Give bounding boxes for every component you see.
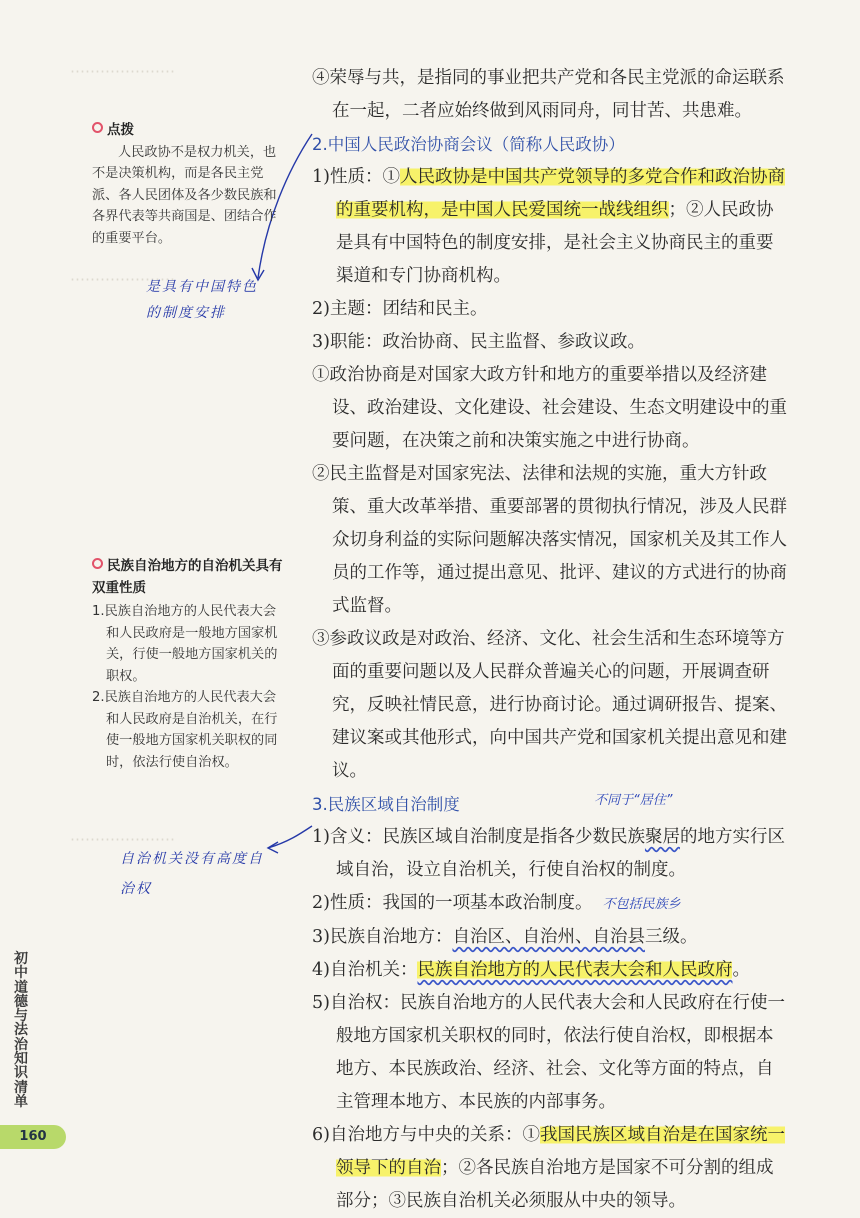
- tip-item-1: 1.民族自治地方的人民代表大会和人民政府是一般地方国家机关，行使一般地方国家机关的职权。: [92, 604, 278, 684]
- page-number: 160: [0, 1125, 66, 1149]
- handwritten-note-4: 自治机关没有高度自 治权: [120, 851, 264, 897]
- bleed-through: ⋯⋯⋯⋯⋯⋯⋯: [70, 270, 175, 288]
- handwritten-note-1: 是具有中国特色 的制度安排: [146, 279, 258, 321]
- book-title-vertical: 初中道德与法治知识清单: [14, 951, 28, 1110]
- item-nature: 1)性质：①人民政协是中国共产党领导的多党合作和政治协商的重要机构，是中国人民爱国统一战线组织；②人民政协是具有中国特色的制度安排，是社会主义协商民主的重要渠道和专门协商机构。: [312, 167, 785, 286]
- bullet-circle-icon: [92, 122, 103, 133]
- wavy-underlined-text: 自治区、自治州、自治县: [452, 927, 645, 947]
- section-heading-autonomy: 3.民族区域自治制度 不同于“居住”: [312, 788, 790, 821]
- item-autonomous-areas: 3)民族自治地方：自治区、自治州、自治县三级。: [312, 927, 698, 947]
- item-democratic-supervision: ②民主监督是对国家宪法、法律和法规的实施，重大方针政策、重大改革举措、重要部署的贯彻执行情况，涉及人民群众切身利益的实际问题解决落实情况，国家机关及其工作人员的工作等，通过提出意见、批评、建议的方式进行的协商式监督。: [312, 464, 787, 616]
- item-autonomous-organs: 4)自治机关：民族自治地方的人民代表大会和人民政府。: [312, 960, 750, 980]
- handwritten-note-3: 不包括民族乡: [602, 897, 681, 912]
- highlighted-text: 我国民族区域自治是在国家统一领导下的自治: [336, 1125, 785, 1178]
- tip-box-dianbo: [92, 120, 282, 249]
- handwritten-note-2: 不同于“居住”: [594, 793, 673, 808]
- item-theme: 2)主题：团结和民主。: [312, 299, 488, 319]
- bullet-circle-icon: [92, 558, 103, 569]
- section-heading-cppcc: 2.中国人民政治协商会议（简称人民政协）: [312, 135, 625, 154]
- bleed-through: ⋯⋯⋯⋯⋯⋯⋯: [70, 62, 175, 80]
- tip-title: 点拨: [92, 120, 282, 142]
- paragraph-rongru: ④荣辱与共，是指同的事业把共产党和各民主党派的命运联系在一起，二者应始终做到风雨同舟，同甘苦、共患难。: [312, 68, 785, 121]
- main-content: [312, 62, 790, 1218]
- tip-item-2: 2.民族自治地方的人民代表大会和人民政府是自治机关，在行使一般地方国家机关职权的同时，依法行使自治权。: [92, 690, 278, 770]
- tip-body: 人民政协不是权力机关，也不是决策机构，而是各民主党派、各人民团体及各少数民族和各界代表等共商国是、团结合作的重要平台。: [92, 144, 277, 246]
- bleed-through: ⋯⋯⋯⋯⋯⋯⋯: [70, 830, 175, 848]
- item-central-relation: 6)自治地方与中央的关系：①我国民族区域自治是在国家统一领导下的自治；②各民族自治地方是国家不可分割的组成部分；③民族自治机关必须服从中央的领导。: [312, 1125, 785, 1211]
- highlighted-text: 民族自治地方的人民代表大会和人民政府: [417, 960, 733, 980]
- item-nature-autonomy: 2)性质：我国的一项基本政治制度。 不包括民族乡: [312, 893, 681, 913]
- wavy-underlined-text: 聚居: [644, 827, 680, 847]
- item-political-consultation: ①政治协商是对国家大政方针和地方的重要举措以及经济建设、政治建设、文化建设、社会建设、生态文明建设中的重要问题，在决策之前和决策实施之中进行协商。: [312, 365, 787, 451]
- item-participation: ③参政议政是对政治、经济、文化、社会生活和生态环境等方面的重要问题以及人民群众普遍关心的问题，开展调查研究，反映社情民意，进行协商讨论。通过调研报告、提案、建议案或其他形式，向中国共产党和国家机关提出意见和建议。: [312, 629, 787, 781]
- item-function: 3)职能：政治协商、民主监督、参政议政。: [312, 332, 645, 352]
- tip-title: 民族自治地方的自治机关具有双重性质: [92, 558, 283, 596]
- highlighted-text: 人民政协是中国共产党领导的多党合作和政治协商的重要机构，是中国人民爱国统一战线组织: [336, 167, 785, 220]
- item-meaning: 1)含义：民族区域自治制度是指各少数民族聚居的地方实行区域自治，设立自治机关，行使自治权的制度。: [312, 827, 785, 880]
- item-autonomy-rights: 5)自治权：民族自治地方的人民代表大会和人民政府在行使一般地方国家机关职权的同时，依法行使自治权，即根据本地方、本民族政治、经济、社会、文化等方面的特点，自主管理本地方、本民族的内部事务。: [312, 993, 785, 1112]
- tip-box-dual-nature: [92, 556, 288, 773]
